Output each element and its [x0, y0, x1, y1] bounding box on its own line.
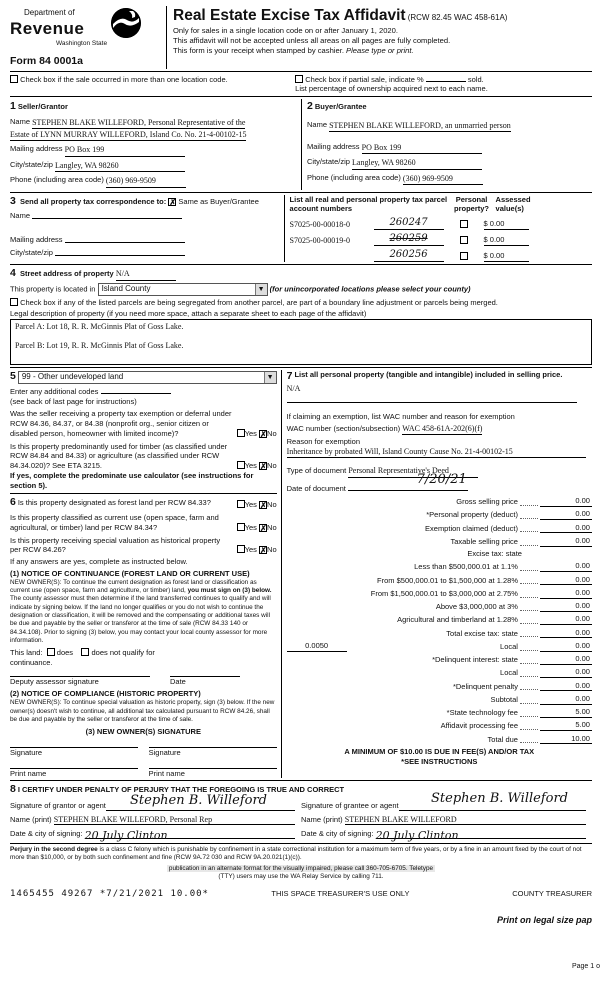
timber-agriculture-question: Is this property predominantly used for timber (as classified under RCW 84.84 and 84.33) or agriculture (as classified under RCW 84.34.020)? See ETA 3215.: [10, 441, 228, 471]
buyer-city-field[interactable]: Langley, WA 98260: [352, 158, 482, 169]
seller-phone-field[interactable]: (360) 969-9509: [106, 176, 186, 187]
this-land-label: This land:: [10, 648, 43, 658]
form-number: Form 84 0001a: [10, 54, 83, 67]
certify-statement: I CERTIFY UNDER PENALTY OF PERJURY THAT THE FOREGOING IS TRUE AND CORRECT: [17, 785, 345, 795]
tax-line-value[interactable]: 0.00: [540, 654, 592, 665]
tax-line-label: Local: [500, 641, 518, 651]
located-in-label: This property is located in: [10, 284, 96, 294]
historic-property-question: Is this property receiving special valuation as historical property per RCW 84.26?: [10, 535, 221, 555]
street-address-label: Street address of property: [19, 269, 114, 279]
correspondence-mailing-field[interactable]: [65, 242, 185, 243]
ownership-percentage-note: List percentage of ownership acquired next to each name.: [295, 84, 488, 94]
assessed-value-field[interactable]: $ 0.00: [484, 219, 529, 230]
checkbox-s6q2-yes[interactable]: [237, 523, 245, 531]
seller-grantor-title: Seller/Grantor: [17, 102, 68, 112]
current-use-question: Is this property classified as current use (open space, farm and agricultural, or timber) land per RCW 84.34?: [10, 513, 219, 532]
tax-line-label: Total due: [487, 734, 518, 744]
personal-property-header: Personal property?: [454, 194, 490, 214]
assessed-value-field[interactable]: $ 0.00: [484, 235, 529, 246]
tax-line-value[interactable]: 0.00: [540, 575, 592, 586]
legal-description-box[interactable]: [10, 319, 592, 365]
buyer-name-label: Name: [307, 119, 328, 129]
seller-phone-label: Phone (including area code): [10, 175, 104, 185]
buyer-phone-field[interactable]: (360) 969-9509: [403, 174, 483, 185]
land-use-code-select[interactable]: 99 - Other undeveloped land ▼: [18, 371, 277, 384]
parcel-number[interactable]: S7025-00-00019-0: [289, 235, 350, 245]
checkbox-same-as-buyer[interactable]: ✗: [169, 197, 177, 207]
parcel-handwritten-number: 260256: [374, 248, 444, 262]
checkbox-s5q1-no[interactable]: ✗: [260, 429, 267, 439]
seller-name-label: Name: [10, 116, 31, 126]
sections-5-6-column: 5 99 - Other undeveloped land ▼ Enter any additional codes (see back of last page for instructions) Was the seller receiving a property tax exemption or deferral under RCW 84.36, 84.37, or 84.38 (nonprofit org., senior citizen or disabled person, homeowner with limited income)? Yes ✗No Is this property predominantly used for timber (as classified under RCW 84.84 and 84.33) or agriculture (as classified under RCW 84.34.020)? See ETA 3215. Yes ✗No If yes, complete the predominate use calculator (see instructions for section 5). 6 Is this property designated as forest land per RCW 84.33? Yes ✗No Is this property classified as current use (open space, farm and agricultural, or timber) land per RCW 84.34? Yes ✗No Is this property receiving special valuation as historical property per RCW 84.26? Yes ✗No If any answers are yes, complete as instructed below. (1) NOTICE OF CONTINUANCE (FOREST LAND OR CURRENT USE) NEW OWNER(S): To continue the current designation as forest land or classification as current use (open space, farm and agriculture, or timber) land, you must sign on (3) below. The county assessor must then determine if the land transferred continues to qualify and will indicate by signing below. If the land no longer qualifies or you do not wish to continue the designation or classification, it will be removed and the compensating or additional taxes will be due and payable by the seller or transferor at the time of sale (RCW 84.33 140 or 84.34.108). Prior to signing (3) below, you may contact your local county assessor for more information. This land: does does not qualify for continuance. Deputy assessor signature Date (2) NOTICE OF COMPLIANCE (HISTORIC PROPERTY) NEW OWNER(S): To continue special valuation as historic property, sign (3) below. If the new owner(s) doesn't wish to continue, all additional tax calculated pursuant to RCW 84.26, shall be due and payable by the seller or transferor at the time of sale. (3) NEW OWNER(S) SIGNATURE Signature Signature Print name Print name: [10, 370, 277, 778]
sections-5-6-7: [10, 370, 592, 778]
correspondence-city-field[interactable]: [55, 255, 185, 256]
buyer-mailing-label: Mailing address: [307, 142, 360, 152]
checkbox-does-qualify[interactable]: [47, 648, 55, 656]
section-1-seller: 1 Seller/Grantor Name STEPHEN BLAKE WILLEFORD, Personal Representative of the Estate of LYNN MURRAY WILLEFORD, Island Co. No. 21-4-00102-15 Mailing address PO Box 199 City/state/zip Langley, WA 98260 Phone (including area code) (360) 969-9509: [10, 99, 301, 190]
segregated-parcels-label: Check box if any of the listed parcels are being segregated from another parcel, are part of a boundary line adjustment or parcels being merged.: [20, 297, 498, 307]
checkbox-does-not-qualify[interactable]: [81, 648, 89, 656]
notice-compliance-title: (2) NOTICE OF COMPLIANCE (HISTORIC PROPERTY): [10, 689, 201, 699]
parcel-table: [284, 195, 592, 263]
new-owner-signature-title: (3) NEW OWNER(S) SIGNATURE: [85, 727, 201, 737]
seller-name-field-line2[interactable]: Estate of LYNN MURRAY WILLEFORD, Island Co. No. 21-4-00102-15: [10, 130, 246, 141]
seller-exemption-question: Was the seller receiving a property tax exemption or deferral under RCW 84.36, 84.37, or 84.38 (nonprofit org., senior citizen or disabled person, homeowner with limited income)?: [10, 409, 232, 438]
continuance-label: continuance.: [10, 657, 53, 667]
minimum-due-note: A MINIMUM OF $10.00 IS DUE IN FEE(S) AND/OR TAX: [344, 747, 535, 757]
personal-property-label: List all personal property (tangible and intangible) included in selling price.: [294, 370, 563, 380]
section-2-buyer: 2 Buyer/Grantee Name STEPHEN BLAKE WILLEFORD, an unmarried person Mailing address PO Box 199 City/state/zip Langley, WA 98260 Phone (including area code) (360) 969-9509: [301, 99, 592, 190]
page-number: Page 1 o: [571, 962, 600, 970]
tax-line-label: Less than $500,000.01 at 1.1%: [414, 562, 518, 572]
tax-line-value[interactable]: 0.00: [540, 536, 592, 547]
tax-line-value[interactable]: 10.00: [540, 734, 592, 745]
buyer-phone-label: Phone (including area code): [307, 172, 401, 182]
tax-line-label: Affidavit processing fee: [440, 721, 518, 731]
additional-codes-field[interactable]: [101, 393, 171, 394]
tax-line-value[interactable]: 0.00: [540, 628, 592, 639]
parcel-row: [290, 232, 592, 246]
checkbox-s6q3-yes[interactable]: [237, 545, 245, 553]
header-divider: [166, 6, 167, 69]
section-7-column: 7 List all personal property (tangible and intangible) included in selling price. N/A If claiming an exemption, list WAC number and reason for exemption WAC number (section/subsection) WAC 458-61A-202(6)(f) Reason for exemption Inheritance by probated Will, Island County Cause No. 21-4-00102-15 Type of document Personal Representative's Deed Date of document 7/20/21 Gross selling price 0.00 *Personal property (deduct) 0.00 Exemption claimed (deduct) 0.00 Taxable selling price 0.00 Excise tax: state Less than $500,000.01 at 1.1% 0.00 From $500,000.01 to $1,500,000 at 1.28% 0.00 From $1,500,000.01 to $3,000,000 at 2.75% 0.00 Above $3,000,000 at 3% 0.00 Agricultural and timberland at 1.28% 0.00 Total excise tax: state 0.00 0.0050 Local 0.00 *Delinquent interest: state 0.00 Local 0.00 *Delinquent penalty 0.00 Subtotal 0.00 *State technology fee 5.00 Affidavit processing fee 5.00 Total due 10.00 A MINIMUM OF $10.00 IS DUE IN FEE(S) AND/OR TAX *SEE INSTRUCTIONS: [281, 370, 592, 778]
type-of-document-label: Type of document: [286, 466, 347, 476]
buyer-city-label: City/state/zip: [307, 157, 350, 167]
legal-description-label: Legal description of property (if you need more space, attach a separate sheet to each page of the affidavit): [10, 308, 367, 318]
section-4-property-location: 4 Street address of property N/A This property is located in Island County ▼ (for unincorporated locations please select your county) Check box if any of the listed parcels are being segregated from another parcel, are part of a boundary line adjustment or parcels being merged. Legal description of property (if you need more space, attach a separate sheet to each page of the affidavit) Parcel A: Lot 18, R. R. McGinnis Plat of Goss Lake. Parcel B: Lot 19, R. R. McGinnis Plat of Goss Lake.: [10, 267, 592, 365]
page-title: Real Estate Excise Tax Affidavit: [173, 7, 406, 24]
cashier-stamp: 1465455 49267 *7/21/2021 10.00*: [10, 889, 209, 900]
form-header: [10, 6, 592, 69]
type-of-document-field[interactable]: Personal Representative's Deed: [348, 466, 478, 477]
partial-sale-percent-field[interactable]: [426, 81, 466, 82]
tax-line-value[interactable]: 0.00: [540, 694, 592, 705]
county-treasurer-label: COUNTY TREASURER: [512, 889, 592, 899]
grantee-signature-handwritten: Stephen B. Willeford: [431, 791, 569, 807]
tax-correspondence-block: 3 Send all property tax correspondence to: ✗ Same as Buyer/Grantee Name Mailing address City/state/zip: [10, 194, 259, 257]
print-name-label: Print name: [10, 768, 47, 778]
tax-line-value[interactable]: 0.00: [540, 588, 592, 599]
grantor-signature-block: [10, 793, 301, 843]
send-correspondence-label: Send all property tax correspondence to:: [19, 196, 167, 206]
grantee-date-city-field[interactable]: 20 July Clinton: [376, 829, 586, 839]
chevron-down-icon[interactable]: ▼: [255, 284, 267, 295]
tax-line-value[interactable]: 0.00: [540, 496, 592, 507]
tax-line-value[interactable]: 0.00: [540, 601, 592, 612]
washington-state-label: Washington State: [56, 40, 108, 48]
bottom-bar: [10, 889, 592, 901]
tax-line-value[interactable]: 5.00: [540, 707, 592, 718]
tax-line-value[interactable]: 5.00: [540, 720, 592, 731]
checkbox-personal-property-3[interactable]: [460, 252, 468, 260]
tax-line-value[interactable]: 0.00: [540, 523, 592, 534]
dept-of-label: Department of: [24, 8, 75, 17]
tax-line-value[interactable]: 0.00: [540, 509, 592, 520]
dor-branding: [10, 6, 160, 69]
grantee-print-name-label: Name (print): [301, 815, 343, 825]
grantee-signature-block: [301, 791, 592, 843]
notice-compliance-body: NEW OWNER(S): To continue special valuation as historic property, sign (3) below. If the new owner(s) doesn't wish to continue, all additional tax calculated pursuant to RCW 84.26, shall be due and payable by the seller or transferor at the time of sale.: [10, 699, 275, 723]
reason-exemption-label: Reason for exemption: [286, 437, 360, 447]
tax-line-label: *Delinquent penalty: [452, 681, 518, 691]
checkbox-personal-property-1[interactable]: [460, 220, 468, 228]
chevron-down-icon[interactable]: ▼: [264, 372, 276, 383]
grantee-print-name-field[interactable]: STEPHEN BLAKE WILLEFORD: [345, 815, 586, 825]
tax-line-value[interactable]: 0.00: [540, 641, 592, 652]
excise-tax-state-heading: Excise tax: state: [467, 549, 522, 558]
title-rcw-ref: (RCW 82.45 WAC 458-61A): [407, 13, 508, 22]
tax-line-label: From $500,000.01 to $1,500,000 at 1.28%: [377, 575, 518, 585]
tax-line-label: Subtotal: [490, 694, 518, 704]
notice-continuance-body: NEW OWNER(S): To continue the current designation as forest land or classification as current use (open space, farm and agriculture, or timber) land, you must sign on (3) below. The county assessor must then determine if the land transferred continues to qualify and will indicate by signing below. If the land no longer qualifies or you do not wish to continue the designation or classification, it will be removed and the compensating or additional taxes will be due and payable by the seller or transferor at the time of sale (RCW 84.33 140 or 84.34.108). Prior to signing (3) below, you may contact your local county assessor for more information.: [10, 578, 272, 644]
tax-line-label: Exemption claimed (deduct): [425, 523, 518, 533]
print-legal-size-note: Print on legal size pap: [496, 915, 592, 926]
tax-line-label: Total excise tax: state: [446, 628, 518, 638]
notice-continuance-title: (1) NOTICE OF CONTINUANCE (FOREST LAND OR CURRENT USE): [10, 568, 250, 578]
title-block: [173, 6, 592, 56]
checkbox-personal-property-2[interactable]: [460, 236, 468, 244]
parcel-table-header: List all real and personal property tax parcel account numbers: [289, 194, 448, 214]
grantor-print-name-field[interactable]: STEPHEN BLAKE WILLEFORD, Personal Rep: [54, 815, 295, 825]
correspondence-name-field[interactable]: [32, 218, 182, 219]
tax-line-label: Agricultural and timberland at 1.28%: [397, 615, 518, 625]
tax-line-label: *Delinquent interest: state: [432, 655, 518, 664]
land-qualify-row: This land: does does not qualify for: [10, 648, 155, 658]
tax-line-label: *State technology fee: [446, 708, 518, 717]
grantor-signature-handwritten: Stephen B. Willeford: [130, 793, 268, 809]
grantor-date-city-label: Date & city of signing:: [10, 829, 83, 839]
tax-line-label: Local: [500, 668, 518, 678]
tax-line-label: Above $3,000,000 at 3%: [435, 602, 518, 611]
partial-sale-label: Check box if partial sale, indicate %: [305, 74, 424, 84]
exemption-intro: If claiming an exemption, list WAC number and reason for exemption: [286, 412, 515, 422]
grantee-signature-label: Signature of grantee or agent: [301, 801, 399, 811]
section-8-certification: 8 I CERTIFY UNDER PENALTY OF PERJURY THAT THE FOREGOING IS TRUE AND CORRECT Stephen B. Willeford Signature of grantor or agent Name (print) STEPHEN BLAKE WILLEFORD, Personal Rep Date & city of signing: 20 July Clinton Stephen B. Willeford Signature of grantee or agent Name (print) STEPHEN BLAKE WILLEFORD Date & city of signing: 20 July Clinton: [10, 783, 592, 839]
checkbox-s5q1-yes[interactable]: [237, 429, 245, 437]
personal-property-blank-line[interactable]: [287, 394, 577, 403]
note-single-location: Only for sales in a single location code on or after January 1, 2020.: [173, 26, 398, 36]
seller-city-field[interactable]: Langley, WA 98260: [55, 161, 185, 172]
checkbox-s6q1-no[interactable]: ✗: [260, 501, 267, 511]
perjury-notice: Perjury in the second degree is a class C felony which is punishable by confinement in a state correctional institution for a maximum term of five years, or by a fine in an amount fixed by the court of not more than $10,000, or by both such confinement and fine (RCW 9A.72 030 and RCW 9A.20.021(1)(c)).: [10, 846, 582, 862]
treasurer-space-label: THIS SPACE TREASURER'S USE ONLY: [271, 889, 410, 899]
dor-logo-icon: [111, 8, 141, 38]
checkbox-s6q1-yes[interactable]: [237, 500, 245, 508]
tax-line-label: From $1,500,000.01 to $3,000,000 at 2.75%: [370, 588, 518, 598]
grantee-date-city-label: Date & city of signing:: [301, 829, 374, 839]
correspondence-name-label: Name: [10, 211, 31, 221]
deputy-assessor-label: Deputy assessor signature: [10, 676, 99, 686]
note-receipt: This form is your receipt when stamped by cashier. Please type or print.: [173, 45, 414, 55]
checkbox-s6q3-no[interactable]: ✗: [260, 546, 267, 556]
wac-number-label: WAC number (section/subsection): [286, 423, 401, 433]
buyer-mailing-field[interactable]: PO Box 199: [362, 143, 482, 154]
assessed-value-header: Assessed value(s): [495, 194, 531, 214]
checkbox-partial-sale[interactable]: [295, 75, 303, 83]
checkbox-s5q2-yes[interactable]: [237, 461, 245, 469]
tax-line-value[interactable]: 0.00: [540, 561, 592, 572]
correspondence-mailing-label: Mailing address: [10, 235, 63, 245]
checkbox-segregated-parcels[interactable]: [10, 298, 18, 306]
parcel-handwritten-number-struck: 260259: [374, 232, 444, 246]
assessed-value-field[interactable]: $ 0.00: [484, 251, 529, 262]
tax-line-value[interactable]: 0.00: [540, 681, 592, 692]
if-yes-note: If any answers are yes, complete as instructed below.: [10, 557, 188, 567]
tax-line-label: Taxable selling price: [450, 536, 518, 546]
seller-name-field[interactable]: STEPHEN BLAKE WILLEFORD, Personal Representative of the: [32, 118, 245, 129]
predominate-use-note: If yes, complete the predominate use calculator (see instructions for section 5).: [10, 470, 254, 490]
checkbox-s5q2-no[interactable]: ✗: [260, 462, 267, 472]
seller-mailing-label: Mailing address: [10, 144, 63, 154]
legal-description-line: Parcel A: Lot 18, R. R. McGinnis Plat of Goss Lake.: [15, 322, 184, 332]
legal-description-line: Parcel B: Lot 19, R. R. McGinnis Plat of Goss Lake.: [15, 340, 184, 350]
tax-line-value[interactable]: 0.00: [540, 667, 592, 678]
revenue-wordmark: Revenue: [10, 19, 85, 39]
same-as-buyer-label: Same as Buyer/Grantee: [178, 196, 259, 206]
correspondence-city-label: City/state/zip: [10, 247, 53, 257]
grantor-print-name-label: Name (print): [10, 815, 52, 825]
personal-property-value[interactable]: N/A: [286, 383, 301, 393]
forest-land-question: Is this property designated as forest land per RCW 84.33?: [17, 498, 211, 508]
signature-label: Signature: [10, 747, 43, 757]
additional-codes-note: (see back of last page for instructions): [10, 396, 137, 406]
accessibility-notice: publication in an alternate format for the visually impaired, please call 360-705-6705. Teletype (TTY) users may use the WA Relay Service by calling 711.: [168, 864, 434, 881]
seller-mailing-field[interactable]: PO Box 199: [65, 145, 185, 156]
buyer-grantee-title: Buyer/Grantee: [314, 102, 367, 112]
tax-line-label: Gross selling price: [456, 497, 518, 506]
signature-label: Signature: [148, 747, 181, 757]
reason-exemption-field[interactable]: Inheritance by probated Will, Island County Cause No. 21-4-00102-15: [287, 447, 586, 458]
wac-number-field[interactable]: WAC 458-61A-202(6)(f): [402, 424, 482, 435]
tax-line-value[interactable]: 0.00: [540, 614, 592, 625]
parcel-row: [290, 216, 592, 230]
parcel-handwritten-number: 260247: [374, 216, 444, 230]
grantor-signature-label: Signature of grantor or agent: [10, 801, 106, 811]
date-of-document-label: Date of document: [286, 483, 346, 493]
additional-codes-label: Enter any additional codes: [10, 386, 99, 396]
grantor-date-city-field[interactable]: 20 July Clinton: [85, 829, 295, 839]
date-of-document-handwritten: 7/20/21: [416, 471, 467, 487]
tax-line-label: *Personal property (deduct): [426, 510, 518, 520]
deputy-date-label: Date: [170, 676, 186, 686]
multiple-location-label: Check box if the sale occurred in more than one location code.: [20, 74, 228, 84]
see-instructions-note: *SEE INSTRUCTIONS: [401, 757, 478, 766]
buyer-name-field[interactable]: STEPHEN BLAKE WILLEFORD, an unmarried person: [329, 121, 511, 132]
parcel-number[interactable]: S7025-00-00018-0: [289, 219, 350, 229]
note-fully-completed: This affidavit will not be accepted unless all areas on all pages are fully completed.: [173, 36, 451, 45]
checkbox-s6q2-no[interactable]: ✗: [260, 523, 267, 533]
street-address-field[interactable]: N/A: [116, 269, 176, 280]
seller-city-label: City/state/zip: [10, 159, 53, 169]
seller-buyer-sections: [10, 99, 592, 190]
local-rate-field[interactable]: 0.0050: [287, 641, 347, 652]
top-checkbox-row: Check box if the sale occurred in more than one location code. Check box if partial sale, indicate % sold. List percentage of ownership acquired next to each name.: [10, 75, 592, 95]
parcel-row: [290, 248, 592, 262]
print-name-label: Print name: [148, 768, 185, 778]
checkbox-multiple-location[interactable]: [10, 75, 18, 83]
county-note: (for unincorporated locations please select your county): [269, 284, 471, 294]
section-3-correspondence-parcels: [10, 195, 592, 263]
county-select[interactable]: Island County ▼: [98, 283, 268, 296]
